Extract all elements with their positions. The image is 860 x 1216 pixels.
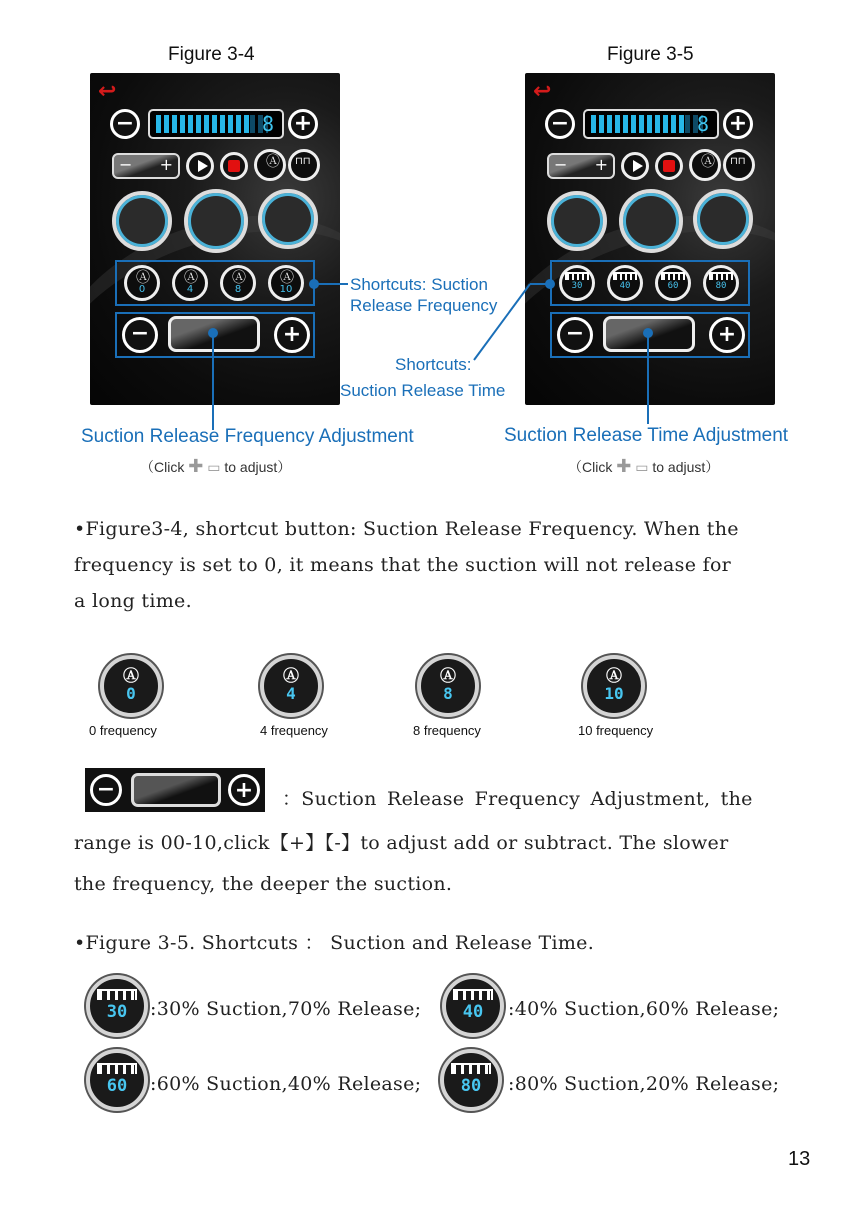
- time-plus-button[interactable]: +: [709, 317, 745, 353]
- level-value: 8: [696, 112, 709, 136]
- time-80-icon: 80: [440, 1049, 502, 1111]
- shortcut-frequency-8[interactable]: Ⓐ 8: [220, 265, 256, 301]
- frequency-minus-button[interactable]: −: [122, 317, 158, 353]
- frequency-0-icon: Ⓐ 0: [100, 655, 162, 717]
- frequency-8-label: 8 frequency: [413, 723, 481, 738]
- time-80-text: :80% Suction,20% Release;: [508, 1073, 780, 1095]
- shortcut-time-80[interactable]: 80: [703, 265, 739, 301]
- bar-icon: ▭: [207, 459, 221, 475]
- frequency-4-label: 4 frequency: [260, 723, 328, 738]
- level-value: 8: [261, 112, 274, 136]
- callout-lines: [0, 0, 860, 480]
- back-arrow-icon[interactable]: ↩: [98, 79, 117, 104]
- level-minus-button[interactable]: −: [545, 109, 575, 139]
- time-60-icon: 60: [86, 1049, 148, 1111]
- shortcut-time-30[interactable]: 30: [559, 265, 595, 301]
- callout-time-adjustment: Suction Release Time Adjustment: [504, 425, 789, 446]
- callout-frequency-adjustment: Suction Release Frequency Adjustment: [81, 426, 414, 447]
- level-plus-button[interactable]: +: [723, 109, 753, 139]
- time-30-icon: 30: [86, 975, 148, 1037]
- intensity-slider[interactable]: − +: [547, 153, 615, 179]
- level-plus-button[interactable]: +: [288, 109, 318, 139]
- intensity-slider[interactable]: − +: [112, 153, 180, 179]
- shortcut-frequency-0[interactable]: Ⓐ 0: [124, 265, 160, 301]
- paragraph-2-line-3: the frequency, the deeper the suction.: [74, 873, 453, 895]
- time-40-icon: 40: [442, 975, 504, 1037]
- shortcut-frequency-4[interactable]: Ⓐ 4: [172, 265, 208, 301]
- callout-shortcut-time-line2: Suction Release Time: [340, 381, 506, 400]
- minus-icon: −: [90, 774, 122, 806]
- paragraph-1-line-1: •Figure3-4, shortcut button: Suction Release Frequency. When the: [74, 518, 739, 540]
- adjust-bar-image: [85, 768, 265, 812]
- time-mode-button[interactable]: ⊓⊓: [288, 149, 320, 181]
- time-30-text: :30% Suction,70% Release;: [150, 998, 422, 1020]
- page-number: 13: [788, 1148, 811, 1170]
- frequency-10-icon: Ⓐ 10: [583, 655, 645, 717]
- plus-icon: +: [228, 774, 260, 806]
- paragraph-2-line-2: range is 00-10,click【+】【-】to adjust add or subtract. The slower: [74, 832, 729, 854]
- cross-icon: ✚: [616, 456, 632, 476]
- value-field-icon: [131, 773, 221, 807]
- paragraph-1-line-2: frequency is set to 0, it means that the suction will not release for: [74, 554, 732, 576]
- figure-3-4-caption: Figure 3-4: [168, 44, 255, 65]
- figure-3-5-caption: Figure 3-5: [607, 44, 694, 65]
- bar-icon: ▭: [635, 459, 649, 475]
- frequency-plus-button[interactable]: +: [274, 317, 310, 353]
- back-arrow-icon[interactable]: ↩: [533, 79, 552, 104]
- frequency-10-label: 10 frequency: [578, 723, 654, 738]
- shortcut-time-40[interactable]: 40: [607, 265, 643, 301]
- frequency-8-icon: Ⓐ 8: [417, 655, 479, 717]
- click-note-time: （Click ✚ ▭ to adjust）: [568, 456, 720, 476]
- frequency-mode-button[interactable]: Ⓐ: [254, 149, 286, 181]
- paragraph-3: •Figure 3-5. Shortcuts ： Suction and Release Time.: [74, 932, 595, 954]
- shortcut-time-60[interactable]: 60: [655, 265, 691, 301]
- shortcut-frequency-10[interactable]: Ⓐ 10: [268, 265, 304, 301]
- time-mode-button[interactable]: ⊓⊓: [723, 149, 755, 181]
- frequency-4-icon: Ⓐ 4: [260, 655, 322, 717]
- callout-shortcut-time-line1: Shortcuts:: [395, 355, 472, 374]
- time-60-text: :60% Suction,40% Release;: [150, 1073, 422, 1095]
- click-note-frequency: （Click ✚ ▭ to adjust）: [140, 456, 292, 476]
- level-minus-button[interactable]: −: [110, 109, 140, 139]
- callout-shortcut-frequency-line2: Release Frequency: [350, 296, 498, 315]
- time-minus-button[interactable]: −: [557, 317, 593, 353]
- frequency-0-label: 0 frequency: [89, 723, 157, 738]
- paragraph-1-line-3: a long time.: [74, 590, 192, 612]
- paragraph-2-line-1: ：Suction Release Frequency Adjustment, the: [282, 788, 753, 810]
- time-40-text: :40% Suction,60% Release;: [508, 998, 780, 1020]
- cross-icon: ✚: [188, 456, 204, 476]
- frequency-mode-button[interactable]: Ⓐ: [689, 149, 721, 181]
- callout-shortcut-frequency-line1: Shortcuts: Suction: [350, 275, 488, 294]
